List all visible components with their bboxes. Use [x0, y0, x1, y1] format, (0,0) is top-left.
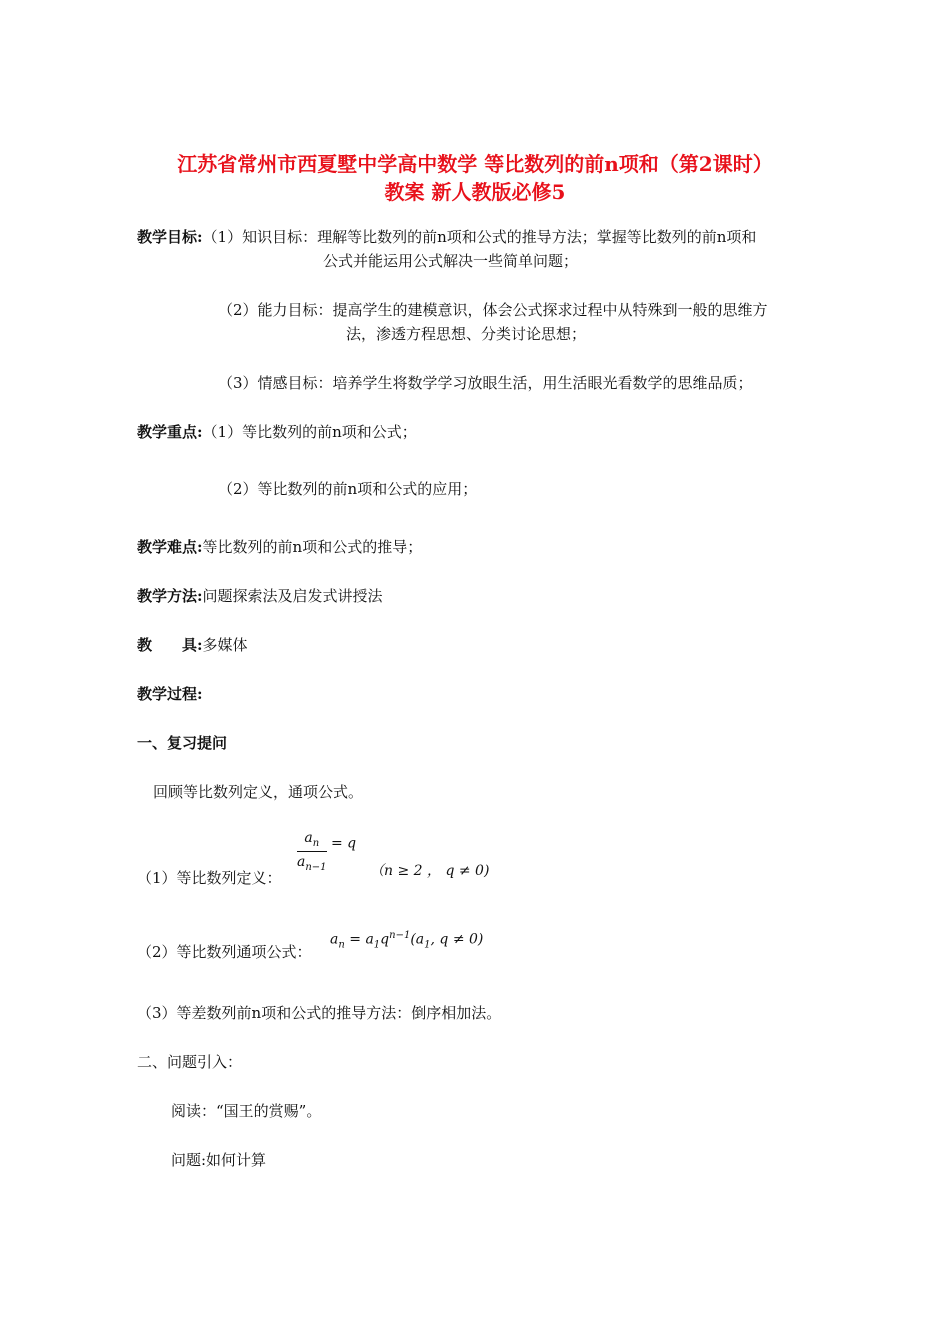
section2-reading: 阅读：“国王的赏赐”。: [171, 1102, 322, 1120]
definition-formula: [297, 830, 356, 873]
method-line: [137, 585, 383, 606]
key-points-label: 教学重点:: [137, 423, 203, 441]
process-label: 教学过程:: [137, 685, 203, 703]
difficulty-label: 教学难点:: [137, 538, 203, 556]
tools-label: 教 具:: [137, 636, 203, 654]
key-points-item2: （2）等比数列的前n项和公式的应用；: [218, 480, 478, 498]
objectives-item1-text: （1）知识目标：理解等比数列的前n项和公式的推导方法；掌握等比数列的前n项和: [202, 228, 757, 246]
tools-line: [137, 634, 248, 655]
section2-heading: 二、问题引入：: [137, 1053, 243, 1071]
method-label: 教学方法:: [137, 587, 203, 605]
difficulty-line: [137, 536, 422, 557]
fraction-denominator: $a_{n-1}$: [297, 853, 327, 873]
difficulty-text: 等比数列的前n项和公式的推导；: [202, 538, 423, 556]
definition-condition: （n ≥ 2 ， q ≠ 0): [370, 863, 490, 879]
general-term-formula: $a_n = a_1q^{n-1}(a_1$, q ≠ 0): [330, 930, 484, 951]
ratio-fraction: [297, 830, 327, 873]
ratio-equals-q: = q: [331, 835, 357, 852]
objectives-item2-line1: （2）能力目标：提高学生的建模意识，体会公式探求过程中从特殊到一般的思维方: [218, 301, 768, 319]
section2-question: 问题:如何计算: [171, 1151, 267, 1169]
objectives-item2-line2: 法，渗透方程思想、分类讨论思想；: [346, 325, 587, 343]
sum-derivation-method: （3）等差数列前n项和公式的推导方法：倒序相加法。: [137, 1004, 502, 1022]
objectives-item1-line2: 公式并能运用公式解决一些简单问题；: [323, 252, 579, 270]
general-term-label: （2）等比数列通项公式：: [137, 943, 312, 961]
tools-text: 多媒体: [202, 636, 248, 654]
document-title-line1: 江苏省常州市西夏墅中学高中数学 等比数列的前n项和（第2课时）: [177, 152, 773, 176]
objectives-item3: （3）情感目标：培养学生将数学学习放眼生活，用生活眼光看数学的思维品质；: [218, 374, 753, 392]
section1-heading: 一、复习提问: [137, 734, 228, 752]
method-text: 问题探索法及启发式讲授法: [202, 587, 383, 605]
fraction-numerator: $a_n$: [297, 830, 327, 852]
objectives-label: 教学目标:: [137, 228, 203, 246]
key-points-item1: [137, 421, 417, 442]
objectives-item1-line1: [137, 226, 756, 247]
definition-label: （1）等比数列定义：: [137, 869, 282, 887]
key-points-item1-text: （1）等比数列的前n项和公式；: [202, 423, 417, 441]
document-title-line2: 教案 新人教版必修5: [384, 180, 566, 204]
section1-intro: 回顾等比数列定义，通项公式。: [153, 783, 364, 801]
